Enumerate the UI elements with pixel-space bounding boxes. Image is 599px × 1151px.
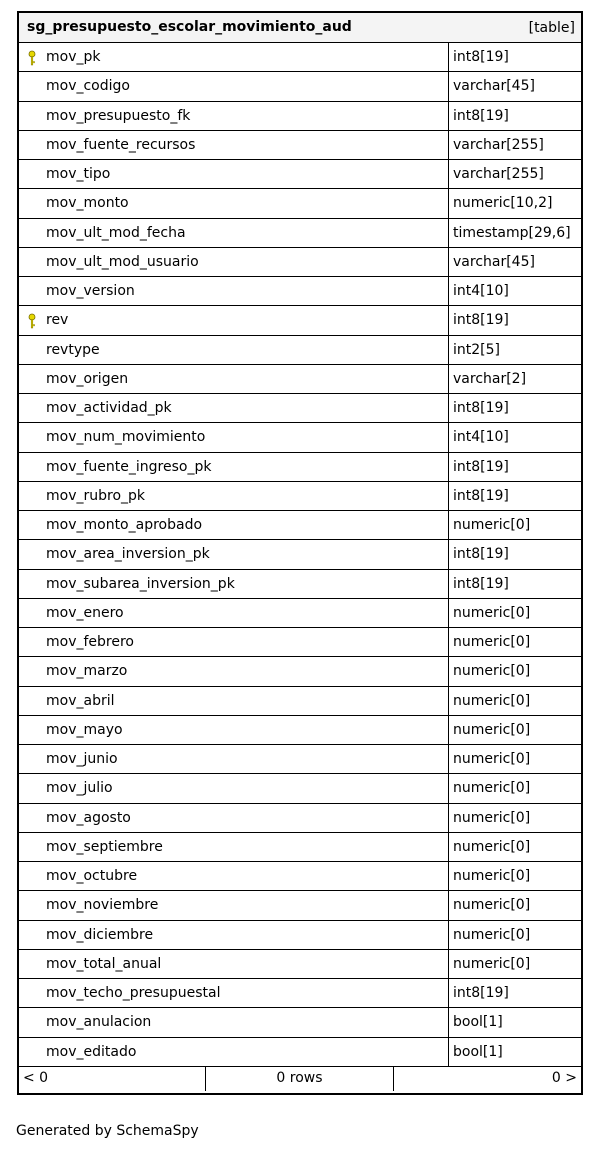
column-name-cell bbox=[19, 219, 449, 247]
column-type: int8[19] bbox=[453, 400, 509, 416]
column-name: mov_rubro_pk bbox=[46, 487, 146, 504]
column-type: int8[19] bbox=[453, 312, 509, 329]
table-row bbox=[19, 306, 581, 335]
column-type: varchar[45] bbox=[453, 78, 535, 95]
generator-credit: Generated by SchemaSpy bbox=[16, 1123, 199, 1139]
column-type: int4[10] bbox=[453, 283, 509, 299]
column-name: mov_ult_mod_usuario bbox=[46, 253, 199, 270]
column-name-cell bbox=[19, 774, 449, 802]
column-name: mov_editado bbox=[46, 1043, 137, 1060]
column-type: int8[19] bbox=[453, 575, 509, 592]
column-type: varchar[255] bbox=[453, 136, 544, 153]
column-name-cell bbox=[19, 423, 449, 451]
table-row bbox=[19, 774, 581, 803]
column-type: varchar[255] bbox=[453, 166, 544, 182]
column-type: bool[1] bbox=[453, 1014, 503, 1031]
column-type: numeric[0] bbox=[453, 838, 531, 855]
column-name-cell bbox=[19, 833, 449, 861]
column-name: mov_agosto bbox=[46, 809, 131, 826]
column-type: numeric[0] bbox=[453, 926, 531, 943]
column-name-cell bbox=[19, 1038, 449, 1066]
column-name: mov_version bbox=[46, 283, 135, 299]
table-row bbox=[19, 716, 581, 745]
table-row bbox=[19, 248, 581, 277]
table-row bbox=[19, 833, 581, 862]
table-footer bbox=[19, 1067, 581, 1091]
children-count[interactable]: 0 > bbox=[551, 1069, 577, 1086]
column-name-cell bbox=[19, 365, 449, 393]
column-type: numeric[0] bbox=[453, 604, 531, 621]
column-name: mov_actividad_pk bbox=[46, 400, 172, 416]
column-name: revtype bbox=[46, 341, 100, 358]
column-name-cell bbox=[19, 716, 449, 744]
column-name: mov_monto_aprobado bbox=[46, 517, 203, 533]
column-name: mov_fuente_recursos bbox=[46, 136, 196, 153]
column-name: mov_ult_mod_fecha bbox=[46, 224, 186, 241]
column-name-cell bbox=[19, 1008, 449, 1036]
column-name: mov_enero bbox=[46, 604, 124, 621]
column-name: mov_presupuesto_fk bbox=[46, 107, 191, 124]
table-row bbox=[19, 950, 581, 979]
column-name: rev bbox=[46, 312, 69, 329]
column-list bbox=[19, 43, 581, 1067]
column-type: bool[1] bbox=[453, 1043, 503, 1060]
column-type: numeric[0] bbox=[453, 955, 531, 972]
table-row bbox=[19, 599, 581, 628]
column-name-cell bbox=[19, 248, 449, 276]
column-name-cell bbox=[19, 160, 449, 188]
table-row bbox=[19, 862, 581, 891]
column-name: mov_total_anual bbox=[46, 955, 162, 972]
table-header bbox=[19, 13, 581, 43]
column-name-cell bbox=[19, 102, 449, 130]
column-name-cell bbox=[19, 921, 449, 949]
column-name: mov_pk bbox=[46, 49, 101, 65]
column-type: numeric[0] bbox=[453, 663, 531, 680]
column-type: int8[19] bbox=[453, 49, 509, 65]
column-type: numeric[0] bbox=[453, 721, 531, 738]
column-name-cell bbox=[19, 687, 449, 715]
column-type: varchar[2] bbox=[453, 370, 527, 387]
column-name: mov_diciembre bbox=[46, 926, 154, 943]
column-type: numeric[0] bbox=[453, 809, 531, 826]
column-name-cell bbox=[19, 336, 449, 364]
column-name: mov_tipo bbox=[46, 166, 111, 182]
column-name: mov_monto bbox=[46, 195, 129, 212]
column-type: numeric[10,2] bbox=[453, 195, 553, 212]
column-type: numeric[0] bbox=[453, 751, 531, 767]
table-box bbox=[17, 11, 583, 1095]
column-name: mov_abril bbox=[46, 692, 115, 709]
table-row bbox=[19, 1038, 581, 1067]
table-row bbox=[19, 423, 581, 452]
table-row bbox=[19, 453, 581, 482]
table-row bbox=[19, 72, 581, 101]
column-type: int8[19] bbox=[453, 487, 509, 504]
column-type: int4[10] bbox=[453, 429, 509, 446]
column-name-cell bbox=[19, 570, 449, 598]
column-name: mov_marzo bbox=[46, 663, 128, 680]
column-name: mov_noviembre bbox=[46, 897, 159, 914]
column-name-cell bbox=[19, 950, 449, 978]
column-name: mov_junio bbox=[46, 751, 118, 767]
column-name-cell bbox=[19, 891, 449, 919]
column-name: mov_subarea_inversion_pk bbox=[46, 575, 235, 592]
column-type: numeric[0] bbox=[453, 780, 531, 797]
table-row bbox=[19, 394, 581, 423]
column-name-cell bbox=[19, 72, 449, 100]
table-row bbox=[19, 102, 581, 131]
key-icon bbox=[27, 50, 37, 66]
column-name-cell bbox=[19, 453, 449, 481]
column-name-cell bbox=[19, 43, 449, 71]
column-type: numeric[0] bbox=[453, 634, 531, 650]
column-name-cell bbox=[19, 804, 449, 832]
column-type: numeric[0] bbox=[453, 897, 531, 914]
column-type: int8[19] bbox=[453, 458, 509, 475]
table-name: sg_presupuesto_escolar_movimiento_aud bbox=[27, 19, 352, 35]
column-name: mov_num_movimiento bbox=[46, 429, 206, 446]
table-row bbox=[19, 365, 581, 394]
column-name: mov_area_inversion_pk bbox=[46, 546, 210, 563]
table-row bbox=[19, 540, 581, 569]
column-name: mov_techo_presupuestal bbox=[46, 985, 221, 1001]
column-name-cell bbox=[19, 189, 449, 217]
column-name: mov_anulacion bbox=[46, 1014, 152, 1031]
column-type: int8[19] bbox=[453, 546, 509, 563]
column-name-cell bbox=[19, 599, 449, 627]
column-name-cell bbox=[19, 306, 449, 334]
table-row bbox=[19, 687, 581, 716]
column-name: mov_septiembre bbox=[46, 838, 163, 855]
column-name-cell bbox=[19, 862, 449, 890]
table-row bbox=[19, 160, 581, 189]
column-name: mov_octubre bbox=[46, 868, 138, 884]
column-name-cell bbox=[19, 979, 449, 1007]
table-kind: [table] bbox=[528, 20, 575, 36]
table-row bbox=[19, 511, 581, 540]
table-row bbox=[19, 570, 581, 599]
table-row bbox=[19, 891, 581, 920]
column-type: numeric[0] bbox=[453, 517, 531, 533]
column-name-cell bbox=[19, 657, 449, 685]
column-name: mov_mayo bbox=[46, 721, 123, 738]
table-row bbox=[19, 921, 581, 950]
column-name-cell bbox=[19, 394, 449, 422]
table-row bbox=[19, 336, 581, 365]
column-name: mov_febrero bbox=[46, 634, 134, 650]
column-type: numeric[0] bbox=[453, 692, 531, 709]
row-count: 0 rows bbox=[206, 1067, 393, 1091]
column-name-cell bbox=[19, 482, 449, 510]
table-row bbox=[19, 657, 581, 686]
column-type: timestamp[29,6] bbox=[453, 224, 571, 241]
column-name: mov_origen bbox=[46, 370, 129, 387]
parents-count[interactable]: < 0 bbox=[19, 1067, 206, 1091]
table-row bbox=[19, 277, 581, 306]
column-name: mov_fuente_ingreso_pk bbox=[46, 458, 212, 475]
table-row bbox=[19, 482, 581, 511]
key-icon bbox=[27, 313, 37, 329]
column-name-cell bbox=[19, 131, 449, 159]
column-type: numeric[0] bbox=[453, 868, 531, 884]
column-name: mov_codigo bbox=[46, 78, 130, 95]
table-row bbox=[19, 219, 581, 248]
table-row bbox=[19, 628, 581, 657]
table-row bbox=[19, 745, 581, 774]
column-name-cell bbox=[19, 745, 449, 773]
column-name-cell bbox=[19, 540, 449, 568]
column-name-cell bbox=[19, 511, 449, 539]
column-type: int2[5] bbox=[453, 341, 500, 358]
column-type: int8[19] bbox=[453, 985, 509, 1001]
table-row bbox=[19, 1008, 581, 1037]
column-type: varchar[45] bbox=[453, 253, 535, 270]
table-row bbox=[19, 43, 581, 72]
column-name-cell bbox=[19, 277, 449, 305]
table-row bbox=[19, 189, 581, 218]
table-row bbox=[19, 979, 581, 1008]
column-name: mov_julio bbox=[46, 780, 113, 797]
column-name-cell bbox=[19, 628, 449, 656]
column-type: int8[19] bbox=[453, 107, 509, 124]
table-row bbox=[19, 804, 581, 833]
table-row bbox=[19, 131, 581, 160]
